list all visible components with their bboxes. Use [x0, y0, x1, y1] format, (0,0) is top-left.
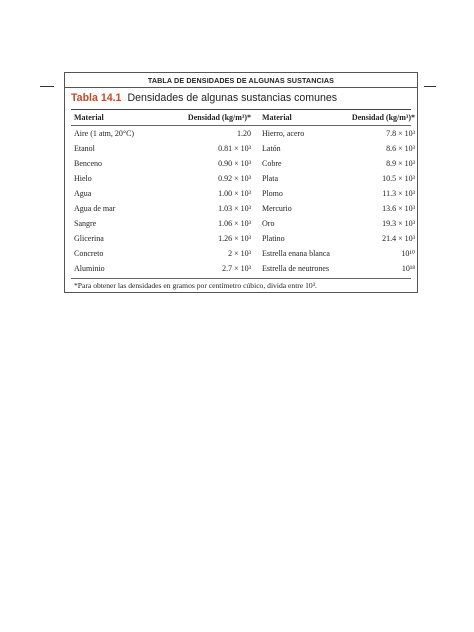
header-rule	[71, 125, 411, 126]
density-table	[64, 72, 418, 293]
material-right: Oro	[262, 219, 275, 228]
density-right: 8.9 × 10³	[386, 159, 415, 168]
material-right: Cobre	[262, 159, 282, 168]
material-left: Hielo	[74, 174, 92, 183]
material-left: Sangre	[74, 219, 97, 228]
density-left: 0.81 × 10³	[218, 144, 251, 153]
left-margin-rule	[40, 86, 54, 87]
material-right: Platino	[262, 234, 285, 243]
material-left: Etanol	[74, 144, 95, 153]
material-left: Concreto	[74, 249, 104, 258]
table-title: Densidades de algunas sustancias comunes	[127, 92, 338, 104]
density-right: 19.3 × 10³	[382, 219, 415, 228]
material-left: Glicerina	[74, 234, 104, 243]
density-right: 10.5 × 10³	[382, 174, 415, 183]
right-margin-rule	[424, 86, 436, 87]
material-right: Plata	[262, 174, 278, 183]
heading-divider	[65, 87, 417, 88]
density-left: 2.7 × 10³	[222, 264, 251, 273]
header-density-left: Densidad (kg/m³)*	[187, 113, 251, 122]
material-right: Mercurio	[262, 204, 292, 213]
header-density-right: Densidad (kg/m³)*	[351, 113, 415, 122]
density-left: 1.06 × 10³	[218, 219, 251, 228]
header-material-left: Material	[74, 113, 104, 122]
density-right: 10¹⁸	[401, 264, 415, 273]
material-right: Estrella de neutrones	[262, 264, 330, 273]
density-right: 10¹⁰	[401, 249, 415, 258]
table-top-rule	[71, 109, 411, 110]
table-number: Tabla 14.1	[71, 92, 122, 104]
material-left: Benceno	[74, 159, 102, 168]
material-left: Agua	[74, 189, 92, 198]
density-right: 11.3 × 10³	[382, 189, 415, 198]
material-left: Aire (1 atm, 20°C)	[74, 129, 135, 138]
density-left: 1.20	[237, 129, 251, 138]
material-right: Estrella enana blanca	[262, 249, 330, 258]
density-left: 1.03 × 10³	[218, 204, 251, 213]
density-right: 13.6 × 10³	[382, 204, 415, 213]
material-right: Plomo	[262, 189, 283, 198]
density-right: 21.4 × 10³	[382, 234, 415, 243]
density-left: 1.00 × 10³	[218, 189, 251, 198]
material-right: Latón	[262, 144, 281, 153]
density-left: 0.90 × 10³	[218, 159, 251, 168]
density-left: 0.92 × 10³	[218, 174, 251, 183]
table-bottom-rule	[71, 278, 411, 279]
density-right: 7.8 × 10³	[386, 129, 415, 138]
density-right: 8.6 × 10³	[386, 144, 415, 153]
header-material-right: Material	[262, 113, 292, 122]
material-right: Hierro, acero	[262, 129, 305, 138]
density-left: 2 × 10³	[228, 249, 251, 258]
table-footnote: *Para obtener las densidades en gramos por centímetro cúbico, divida entre 10³.	[74, 281, 317, 290]
density-left: 1.26 × 10³	[218, 234, 251, 243]
material-left: Agua de mar	[74, 204, 116, 213]
material-left: Aluminio	[74, 264, 105, 273]
table-caption	[71, 92, 337, 104]
page-heading: TABLA DE DENSIDADES DE ALGUNAS SUSTANCIAS	[147, 76, 335, 85]
